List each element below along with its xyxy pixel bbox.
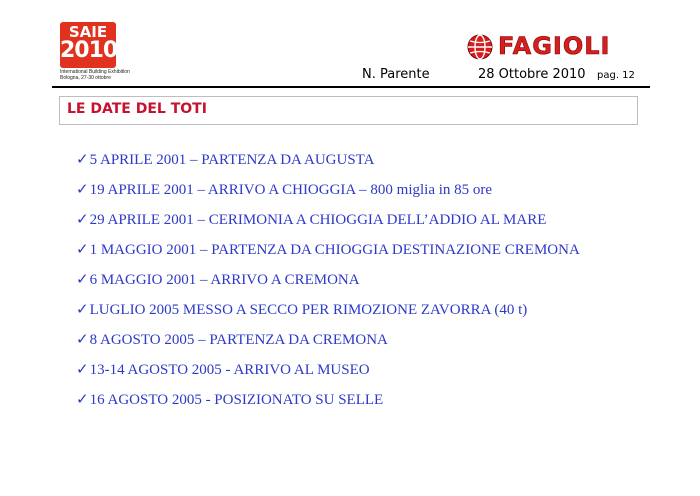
list-item: [76, 150, 580, 180]
list-item-text: 19 APRILE 2001 – ARRIVO A CHIOGGIA – 800 miglia in 85 ore: [89, 182, 493, 198]
date-list: [76, 150, 580, 420]
list-item-text: 6 MAGGIO 2001 – ARRIVO A CREMONA: [89, 272, 360, 288]
header-divider: [52, 86, 650, 88]
list-item: [76, 210, 580, 240]
list-item-text: 8 AGOSTO 2005 – PARTENZA DA CREMONA: [89, 332, 388, 348]
list-item: [76, 270, 580, 300]
list-item: [76, 390, 580, 420]
list-item-text: 5 APRILE 2001 – PARTENZA DA AUGUSTA: [89, 152, 375, 168]
header-date: 28 Ottobre 2010: [478, 67, 586, 82]
check-icon: ✓: [76, 242, 89, 258]
author-name: N. Parente: [362, 67, 430, 82]
page-number: pag. 12: [597, 70, 635, 81]
list-item-text: 16 AGOSTO 2005 - POSIZIONATO SU SELLE: [89, 392, 384, 408]
saie-logo-tagline: [60, 69, 130, 81]
section-title: LE DATE DEL TOTI: [67, 101, 207, 117]
check-icon: ✓: [76, 302, 89, 318]
saie-logo-block: [60, 22, 116, 68]
check-icon: ✓: [76, 392, 89, 408]
saie-logo-year: 2010: [60, 38, 118, 63]
saie-tagline-line2: Bologna, 27-30 ottobre: [60, 75, 111, 81]
list-item-text: LUGLIO 2005 MESSO A SECCO PER RIMOZIONE ZAVORRA (40 t): [89, 302, 528, 318]
check-icon: ✓: [76, 212, 89, 228]
saie-logo-word: SAIE: [68, 23, 108, 41]
list-item: [76, 330, 580, 360]
check-icon: ✓: [76, 332, 89, 348]
saie-tagline-line1: International Building Exhibition: [60, 69, 130, 75]
fagioli-wordmark: FAGIOLI: [498, 32, 611, 60]
check-icon: ✓: [76, 272, 89, 288]
check-icon: ✓: [76, 362, 89, 378]
section-title-box: [59, 96, 638, 125]
fagioli-logo: [466, 31, 641, 63]
list-item: [76, 300, 580, 330]
globe-icon: [466, 33, 494, 61]
list-item: [76, 240, 580, 270]
list-item-text: 1 MAGGIO 2001 – PARTENZA DA CHIOGGIA DESTINAZIONE CREMONA: [89, 242, 580, 258]
check-icon: ✓: [76, 152, 89, 168]
list-item: [76, 360, 580, 390]
list-item-text: 29 APRILE 2001 – CERIMONIA A CHIOGGIA DELL’ADDIO AL MARE: [89, 212, 547, 228]
list-item: [76, 180, 580, 210]
check-icon: ✓: [76, 182, 89, 198]
list-item-text: 13-14 AGOSTO 2005 - ARRIVO AL MUSEO: [89, 362, 370, 378]
saie-2010-logo: [60, 22, 130, 82]
